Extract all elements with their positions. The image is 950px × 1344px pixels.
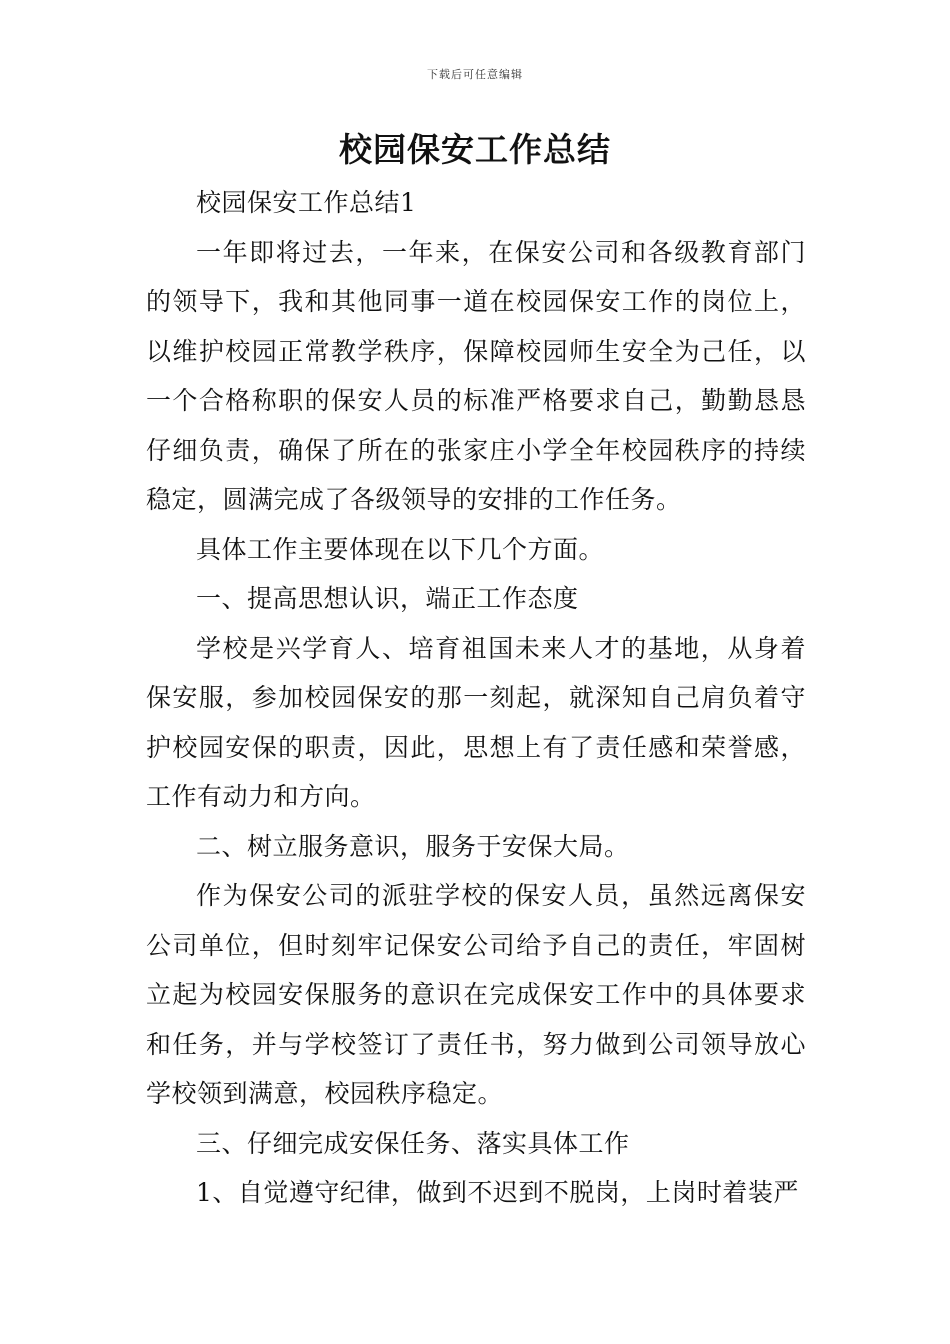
document-body <box>146 178 806 1218</box>
header-note: 下载后可任意编辑 <box>427 68 523 81</box>
section-heading: 二、树立服务意识，服务于安保大局。 <box>196 831 630 861</box>
subtitle-paragraph: 校园保安工作总结1 <box>196 188 417 217</box>
section-heading: 三、仔细完成安保任务、落实具体工作 <box>196 1128 630 1158</box>
document-title: 校园保安工作总结 <box>339 130 611 169</box>
list-item: 1、自觉遵守纪律，做到不迟到不脱岗，上岗时着装严 <box>196 1178 799 1207</box>
body-paragraph: 学校是兴学育人、培育祖国未来人才的基地，从身着保安服，参加校园保安的那一刻起，就深知自己肩负着守护校园安保的职责，因此，思想上有了责任感和荣誉感，工作有动力和方向。 <box>146 633 806 811</box>
section-heading: 一、提高思想认识，端正工作态度 <box>196 584 579 613</box>
body-paragraph: 一年即将过去，一年来，在保安公司和各级教育部门的领导下，我和其他同事一道在校园保安工作的岗位上，以维护校园正常教学秩序，保障校园师生安全为己任，以一个合格称职的保安人员的标准严格要求自己，勤勤恳恳仔细负责，确保了所在的张家庄小学全年校园秩序的持续稳定，圆满完成了各级领导的安排的工作任务。 <box>146 237 806 514</box>
body-paragraph: 具体工作主要体现在以下几个方面。 <box>196 534 605 564</box>
body-paragraph: 作为保安公司的派驻学校的保安人员，虽然远离保安公司单位，但时刻牢记保安公司给予自己的责任，牢固树立起为校园安保服务的意识在完成保安工作中的具体要求和任务，并与学校签订了责任书，努力做到公司领导放心学校领到满意，校园秩序稳定。 <box>146 881 806 1108</box>
